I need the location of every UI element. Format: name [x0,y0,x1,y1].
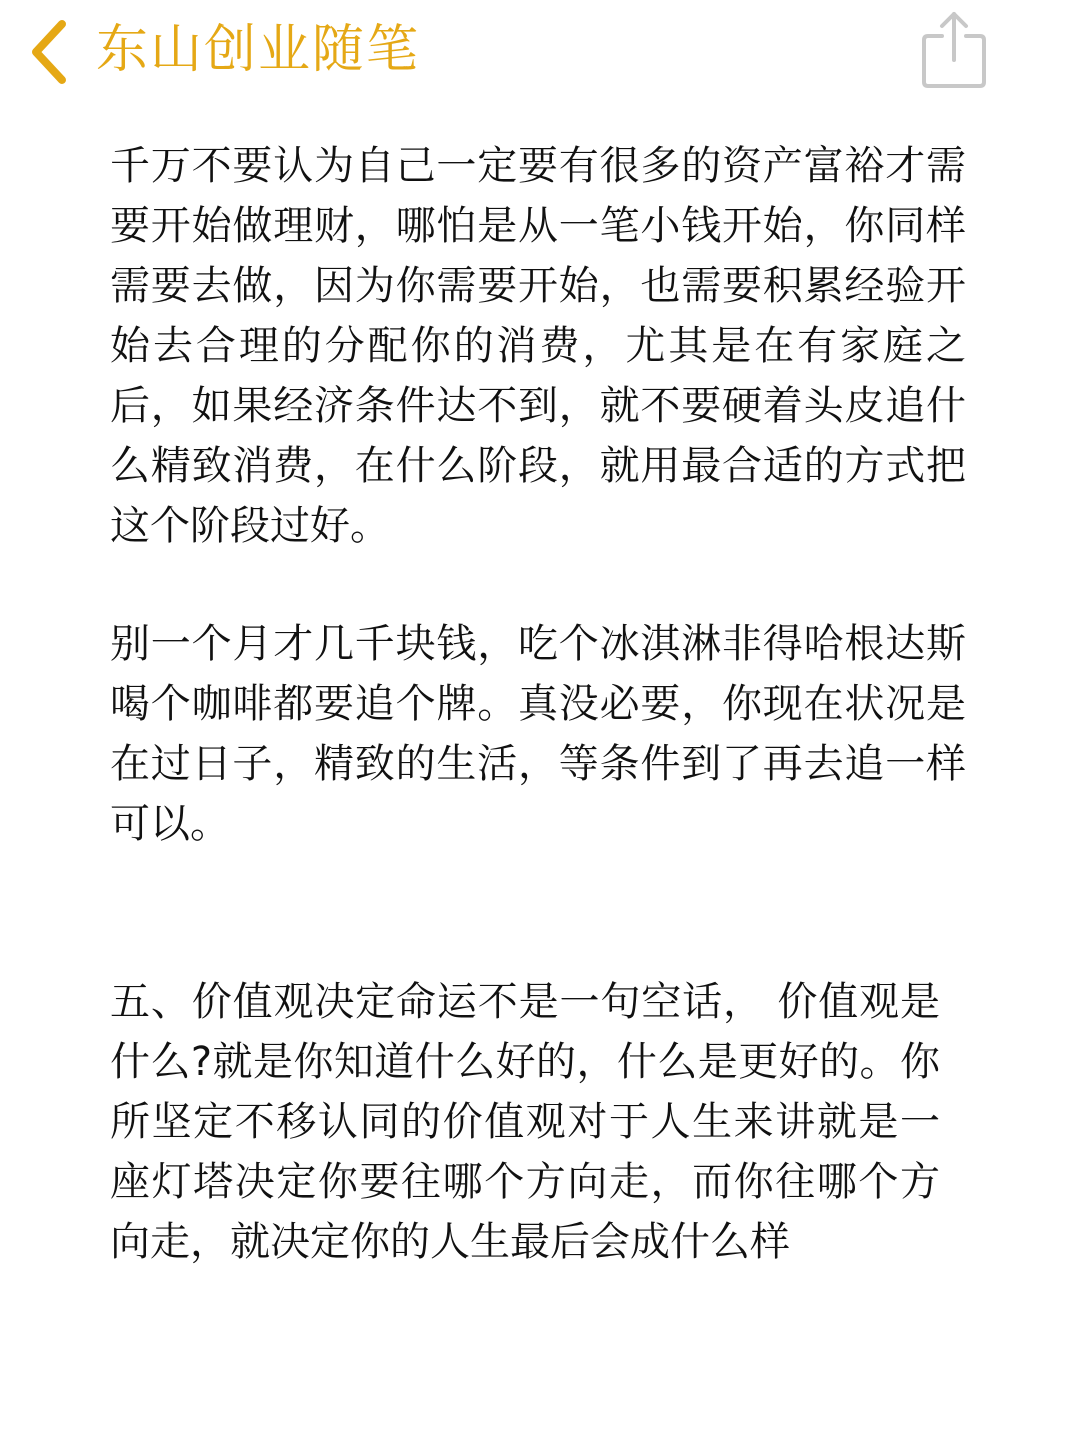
chevron-left-icon [24,14,72,86]
page-title: 东山创业随笔 [96,20,421,80]
note-paragraph-3: 五、价值观决定命运不是一句空话， 价值观是什么?就是你知道什么好的，什么是更好的。你所坚定不移认同的价值观对于人生来讲就是一座灯塔决定你要往哪个方向走，而你往哪个方向走，就决定你的人生最后会成什么样 [110,979,940,1265]
note-paragraph-1: 千万不要认为自己一定要有很多的资产富裕才需要开始做理财，哪怕是从一笔小钱开始，你同样需要去做，因为你需要开始，也需要积累经验开始去合理的分配你的消费，尤其是在有家庭之后，如果经济条件达不到，就不要硬着头皮追什么精致消费，在什么阶段，就用最合适的方式把这个阶段过好。 [110,143,966,549]
note-paragraph-2: 别一个月才几千块钱，吃个冰淇淋非得哈根达斯喝个咖啡都要追个牌。真没必要，你现在状况是在过日子，精致的生活，等条件到了再去追一样可以。 [110,621,966,847]
share-button[interactable] [918,6,990,90]
share-icon [918,6,990,90]
back-button[interactable] [24,14,72,86]
navigation-bar [0,0,1080,105]
